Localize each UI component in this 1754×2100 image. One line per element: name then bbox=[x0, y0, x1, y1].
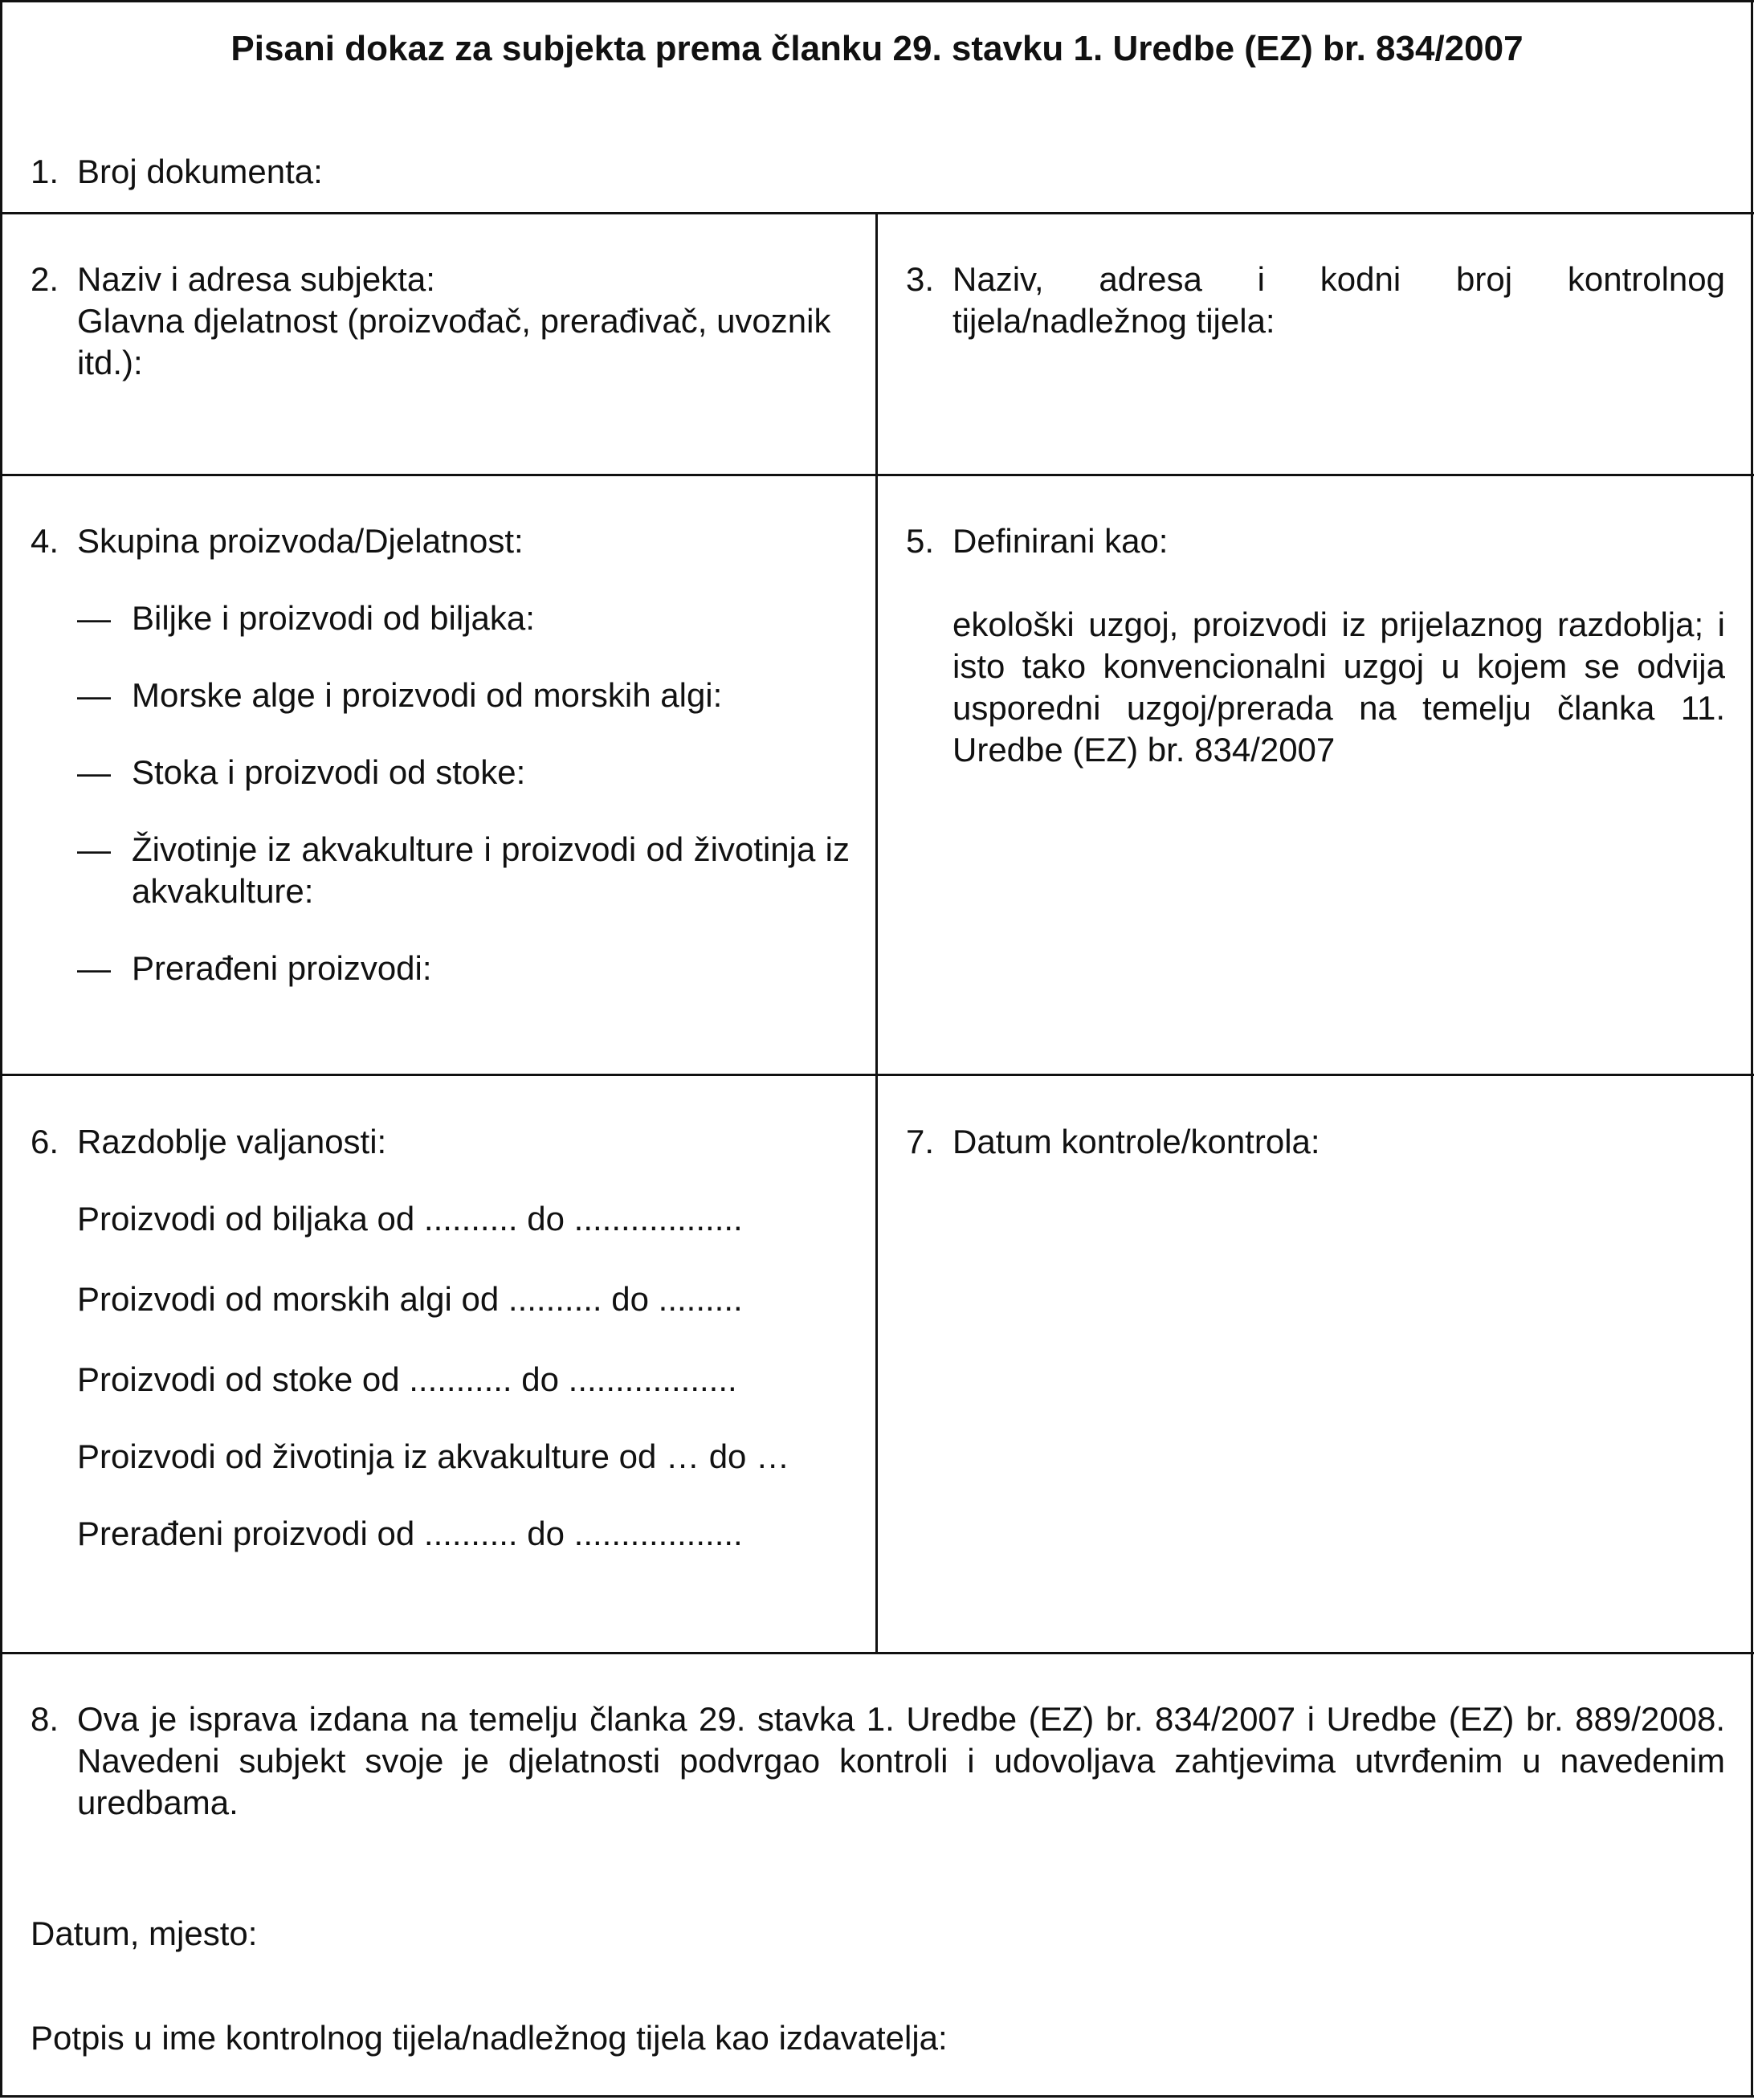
period-row: Prerađeni proizvodi od .......... do .................. bbox=[77, 1515, 743, 1552]
field-sublabel: Glavna djelatnost (proizvođač, prerađivač, uvoznik itd.): bbox=[77, 302, 831, 381]
date-place-label: Datum, mjesto: bbox=[31, 1914, 258, 1952]
field-number: 6. bbox=[31, 1123, 59, 1160]
field-number: 2. bbox=[31, 260, 59, 298]
field-label: Naziv, adresa i kodni broj kontrolnog tijela/nadležnog tijela: bbox=[952, 260, 1725, 340]
field-product-group bbox=[31, 520, 850, 1050]
list-item: — Biljke i proizvodi od biljaka: bbox=[77, 597, 535, 639]
signature-label: Potpis u ime kontrolnog tijela/nadležnog tijela kao izdavatelja: bbox=[31, 2019, 948, 2057]
field-text: Ova je isprava izdana na temelju članka 29. stavka 1. Uredbe (EZ) br. 834/2007 i Uredbe (EZ) br. 889/2008. Navedeni subjekt svoje je djelatnosti podvrgao kontroli i udovoljava zahtjevima utvrđenim u navedenim uredbama. bbox=[77, 1700, 1725, 1821]
dash-icon: — bbox=[77, 753, 111, 791]
border-right bbox=[1751, 0, 1753, 2098]
field-number: 1. bbox=[31, 153, 59, 190]
period-row: Proizvodi od biljaka od .......... do .................. bbox=[77, 1200, 743, 1238]
border-bottom bbox=[0, 2095, 1754, 2098]
border-middle bbox=[875, 212, 878, 1654]
dash-icon: — bbox=[77, 599, 111, 637]
field-validity-period bbox=[31, 1121, 850, 1571]
field-number: 7. bbox=[906, 1123, 935, 1160]
page-title: Pisani dokaz za subjekta prema članku 29. stavku 1. Uredbe (EZ) br. 834/2007 bbox=[230, 29, 1524, 68]
border-left bbox=[0, 0, 2, 2098]
field-label: Definirani kao: bbox=[952, 522, 1169, 560]
field-label: Skupina proizvoda/Djelatnost: bbox=[77, 522, 524, 560]
field-number: 8. bbox=[31, 1700, 59, 1738]
field-label: Naziv i adresa subjekta: bbox=[77, 260, 435, 298]
period-row: Proizvodi od morskih algi od .......... do ......... bbox=[77, 1280, 743, 1318]
list-item: — Prerađeni proizvodi: bbox=[77, 948, 432, 989]
dash-icon: — bbox=[77, 949, 111, 987]
dash-icon: — bbox=[77, 676, 111, 714]
period-row: Proizvodi od životinja iz akvakulture od … do … bbox=[77, 1437, 790, 1475]
field-number: 4. bbox=[31, 522, 59, 560]
field-label: Broj dokumenta: bbox=[77, 153, 323, 190]
period-row: Proizvodi od stoke od ........... do .................. bbox=[77, 1360, 737, 1398]
field-number: 3. bbox=[906, 260, 935, 298]
field-text: ekološki uzgoj, proizvodi iz prijelaznog razdoblja; i isto tako konvencionalni uzgoj u kojem se odvija usporedni uzgoj/prerada na temelju članka 11. Uredbe (EZ) br. 834/2007 bbox=[952, 606, 1725, 769]
list-item: — Stoka i proizvodi od stoke: bbox=[77, 752, 525, 793]
list-item: — Životinje iz akvakulture i proizvodi od životinja iz akvakulture: bbox=[77, 830, 850, 910]
border-top bbox=[0, 0, 1754, 2]
field-label: Datum kontrole/kontrola: bbox=[952, 1123, 1320, 1160]
field-label: Razdoblje valjanosti: bbox=[77, 1123, 387, 1160]
dash-icon: — bbox=[77, 830, 111, 868]
list-item: — Morske alge i proizvodi od morskih algi: bbox=[77, 675, 722, 716]
field-number: 5. bbox=[906, 522, 935, 560]
